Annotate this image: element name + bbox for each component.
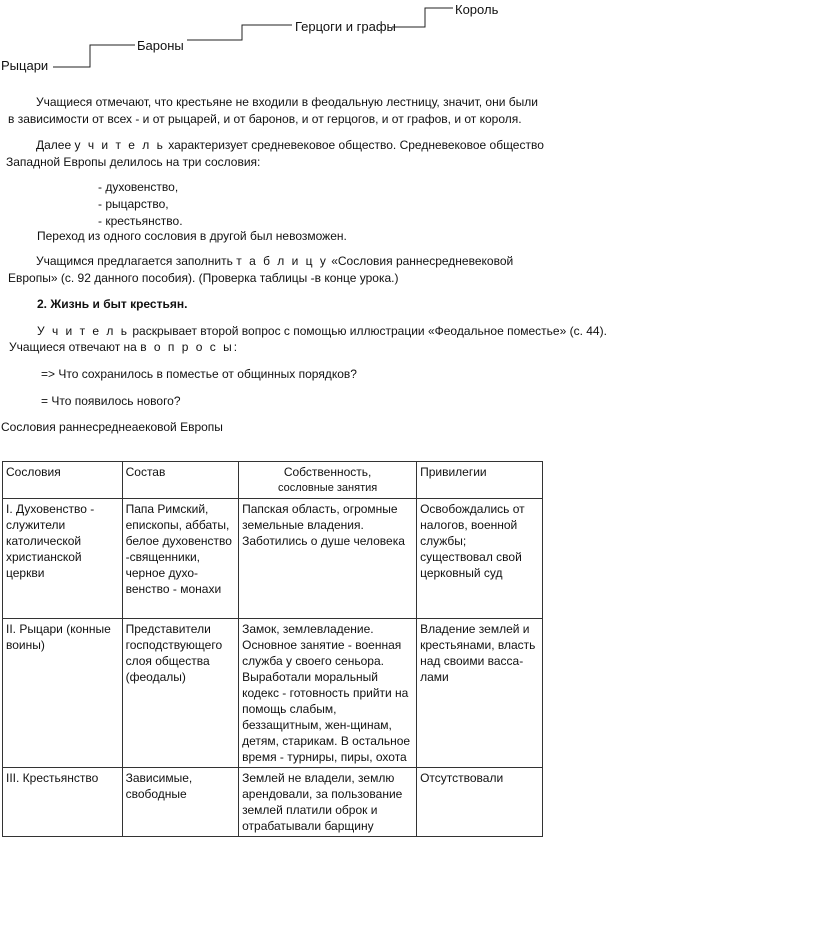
- paragraph-society: Далее у ч и т е л ь характеризует средневековое общество. Средневековое общество Западной Европы делилось на три сословия:: [6, 138, 544, 169]
- paragraph-assignment: Учащимся предлагается заполнить т а б л и ц у «Сословия раннесредневековой Европы» (с. 92 данного пособия). (Проверка таблицы -в конце урока.): [8, 254, 514, 285]
- ladder-knights: Рыцари: [1, 58, 49, 73]
- paragraph-peasants: Учащиеся отмечают, что крестьяне не входили в феодальную лестницу, значит, они были в зависимости от всех - и от рыцарей, и от баронов, и от герцогов, и от графов, и от короля.: [8, 95, 538, 126]
- cell-privileges: Отсутствовали: [417, 768, 543, 837]
- list-item: - крестьянство.: [98, 214, 183, 228]
- cell-composition: Зависимые, свободные: [122, 768, 239, 837]
- cell-property: Папская область, огромные земельные владения. Заботились о душе человека: [239, 499, 417, 619]
- cell-composition: Представители господствующего слоя общества (феодалы): [122, 619, 239, 768]
- cell-property: Землей не владели, землю арендовали, за пользование землей платили оброк и отрабатывали барщину: [239, 768, 417, 837]
- cell-privileges: Владение землей и крестьянами, власть над своими васса-лами: [417, 619, 543, 768]
- ladder-step-dukes-king: [392, 8, 453, 27]
- table-title: Сословия раннесреднеаековой Европы: [1, 420, 223, 434]
- ladder-dukes: Герцоги и графы: [295, 19, 396, 34]
- cell-composition: Папа Римский, епископы, аббаты, белое духовенство -священники, черное духо-венство - монахи: [122, 499, 239, 619]
- ladder-king: Король: [455, 2, 499, 17]
- list-item: - рыцарство,: [98, 197, 169, 211]
- header-property: Собственность, сословные занятия: [239, 462, 417, 499]
- section-heading: 2. Жизнь и быт крестьян.: [37, 297, 188, 311]
- ladder-step-barons-dukes: [187, 25, 292, 40]
- question-2: = Что появилось нового?: [41, 394, 181, 408]
- cell-estate: III. Крестьянство: [3, 768, 123, 837]
- cell-privileges: Освобождались от налогов, военной службы; существовал свой церковный суд: [417, 499, 543, 619]
- cell-property: Замок, землевладение. Основное занятие - военная служба у своего сеньора. Выработали моральный кодекс - готовность прийти на помощь слабым, беззащитным, жен-щинам, детям, старикам. В остальное время - турниры, пиры, охота: [239, 619, 417, 768]
- table-row: [3, 619, 543, 768]
- paragraph-teacher-question: У ч и т е л ь раскрывает второй вопрос с помощью иллюстрации «Феодальное поместье» (с. 44).: [37, 324, 607, 338]
- table-row: [3, 499, 543, 619]
- list-item: - духовенство,: [98, 180, 179, 194]
- feudal-ladder-lines: [0, 0, 816, 80]
- paragraph-transition: Переход из одного сословия в другой был невозможен.: [37, 229, 347, 243]
- question-1: => Что сохранилось в поместье от общинных порядков?: [41, 367, 357, 381]
- table-row: [3, 768, 543, 837]
- header-estates: Сословия: [3, 462, 123, 499]
- estates-list: [98, 179, 183, 230]
- teacher-word: у ч и т е л ь: [74, 138, 165, 152]
- ladder-barons: Бароны: [137, 38, 184, 53]
- paragraph-students-answer: Учащиеся отвечают на в о п р о с ы:: [9, 340, 238, 354]
- estates-table: [2, 461, 543, 837]
- header-privileges: Привилегии: [417, 462, 543, 499]
- cell-estate: II. Рыцари (конные воины): [3, 619, 123, 768]
- table-header-row: [3, 462, 543, 499]
- ladder-step-knights-barons: [53, 45, 135, 67]
- cell-estate: I. Духовенство - служители католической христианской церкви: [3, 499, 123, 619]
- table-word: т а б л и ц у: [236, 254, 328, 268]
- header-composition: Состав: [122, 462, 239, 499]
